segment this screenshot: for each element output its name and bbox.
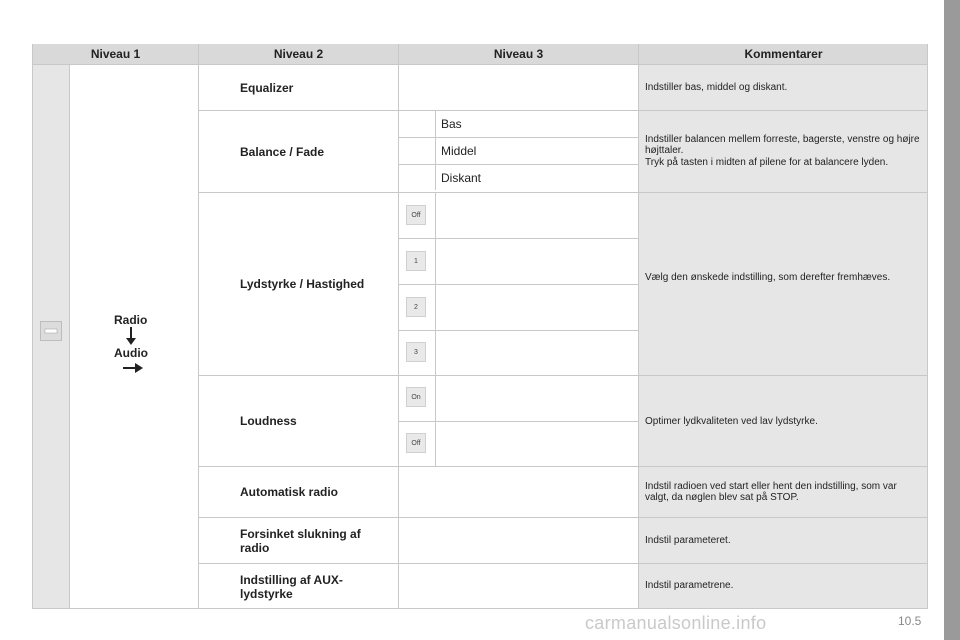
divider: [198, 192, 928, 193]
divider: [398, 284, 638, 285]
watermark: carmanualsonline.info: [585, 613, 767, 633]
level1-radio: Radio: [114, 313, 148, 327]
equalizer-comment: Indstiller bas, middel og diskant.: [645, 82, 788, 93]
divider: [198, 466, 928, 467]
equalizer-label: Equalizer: [240, 81, 294, 95]
arrow-down-icon: [124, 326, 138, 346]
divider: [198, 375, 928, 376]
divider: [198, 110, 928, 111]
balance-label: Balance / Fade: [240, 145, 325, 159]
loudness-comment: Optimer lydkvaliteten ved lav lydstyrke.: [645, 416, 818, 427]
page-edge-strip: [944, 0, 960, 640]
aux-label: Indstilling af AUX-lydstyrke: [240, 573, 343, 601]
header-comments: Kommentarer: [638, 44, 928, 64]
balance-option-middle: Middel: [441, 144, 477, 158]
loudness-label: Loudness: [240, 414, 297, 428]
level1-audio: Audio: [114, 346, 148, 360]
header-level3: Niveau 3: [398, 44, 638, 64]
divider: [435, 110, 436, 190]
delayed-off-label: Forsinket slukning af radio: [240, 527, 361, 555]
volume-option-2: 2: [406, 297, 426, 317]
level3-column: [398, 64, 638, 609]
volume-label: Lydstyrke / Hastighed: [240, 277, 365, 291]
auto-radio-label: Automatisk radio: [240, 485, 339, 499]
aux-comment: Indstil parametrene.: [645, 580, 734, 591]
balance-option-treble: Diskant: [441, 171, 482, 185]
divider: [398, 421, 638, 422]
divider: [398, 137, 638, 138]
loudness-option-on: On: [406, 387, 426, 407]
arrow-right-icon: [122, 361, 144, 375]
volume-option-3: 3: [406, 342, 426, 362]
header-level2: Niveau 2: [198, 44, 398, 64]
loudness-option-off: Off: [406, 433, 426, 453]
page-number: 10.5: [898, 614, 922, 628]
auto-radio-comment: Indstil radioen ved start eller hent den indstilling, som var valgt, da nøglen blev sat på STOP.: [645, 481, 897, 503]
header-level1: Niveau 1: [32, 44, 198, 64]
balance-comment-1: Indstiller balancen mellem forreste, bagerste, venstre og højre højttaler.: [645, 134, 920, 156]
divider: [398, 164, 638, 165]
divider: [398, 192, 399, 466]
divider: [398, 330, 638, 331]
balance-comment-2: Tryk på tasten i midten af pilene for at balancere lyden.: [645, 157, 889, 168]
volume-option-1: 1: [406, 251, 426, 271]
divider: [198, 563, 928, 564]
balance-option-bass: Bas: [441, 117, 462, 131]
divider: [398, 238, 638, 239]
divider: [435, 192, 436, 466]
volume-option-off: Off: [406, 205, 426, 225]
delayed-off-comment: Indstil parameteret.: [645, 535, 731, 546]
divider: [198, 517, 928, 518]
audio-button-glyph: [41, 322, 61, 340]
audio-button-icon: [40, 321, 62, 341]
volume-comment: Vælg den ønskede indstilling, som derefter fremhæves.: [645, 272, 891, 283]
